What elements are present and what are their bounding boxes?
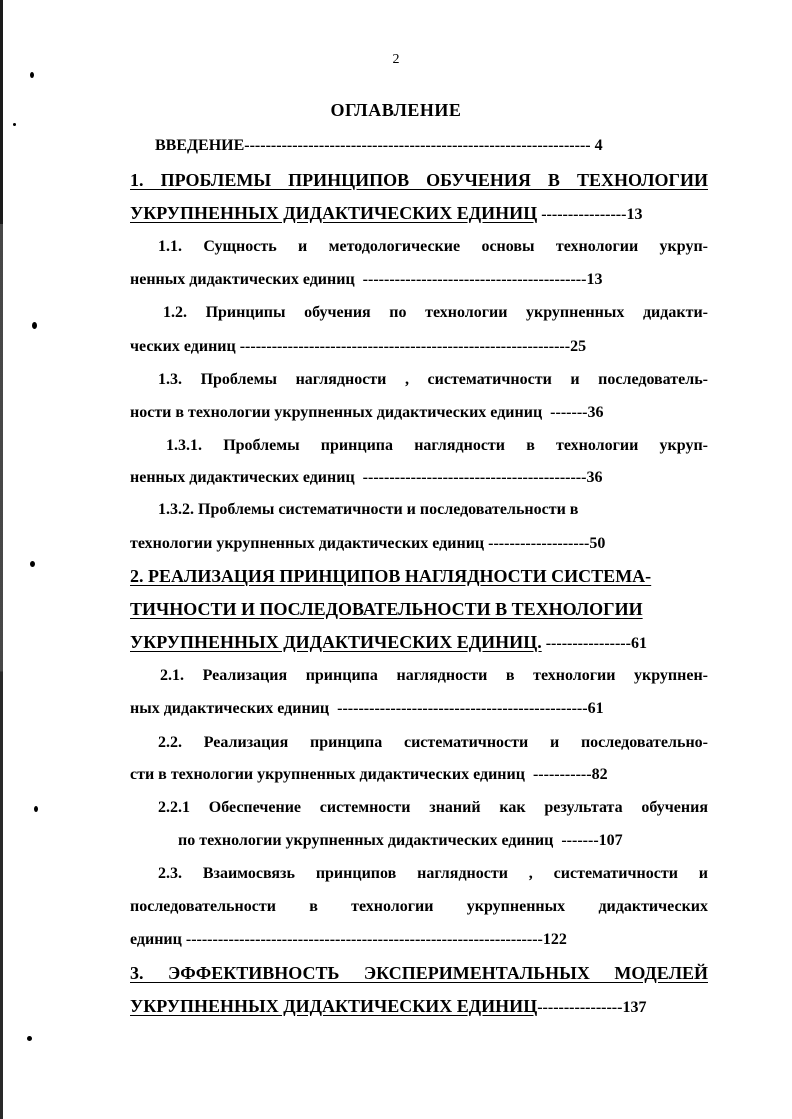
toc-entry-s2-2-line1[interactable]: 2.2. Реализация принципа систематичности и последовательно- [158, 734, 708, 751]
entry-leader: ------- [561, 832, 599, 849]
entry-leader: ---------------- [541, 206, 627, 223]
entry-page: 137 [622, 999, 647, 1016]
toc-entry-s2-2-line2[interactable] [130, 765, 608, 785]
toc-entry-s1-3-2-line2[interactable] [130, 534, 605, 554]
toc-entry-s2-1-line1[interactable]: 2.1. Реализация принципа наглядности в технологии укрупнен- [160, 667, 708, 684]
entry-page: 82 [591, 766, 608, 783]
toc-entry-s1-line1[interactable]: 1. ПРОБЛЕМЫ ПРИНЦИПОВ ОБУЧЕНИЯ В ТЕХНОЛОГИИ [130, 170, 708, 190]
toc-entry-s1-3-line1[interactable]: 1.3. Проблемы наглядности , систематичности и последователь- [158, 371, 708, 388]
entry-page: 36 [587, 404, 604, 421]
entry-leader: -------------------------------------------------------------- [239, 338, 571, 355]
toc-entry-s2-3-line2[interactable]: последовательности в технологии укрупненных дидактических [130, 898, 708, 915]
toc-entry-s2-3-line1[interactable]: 2.3. Взаимосвязь принципов наглядности , систематичности и [158, 865, 708, 882]
toc-entry-s2-2-1-line1[interactable]: 2.2.1 Обеспечение системности знаний как результата обучения [158, 799, 708, 816]
toc-entry-s1-line2[interactable] [130, 203, 642, 225]
toc-entry-s1-2-line1[interactable]: 1.2. Принципы обучения по технологии укрупненных дидакти- [163, 304, 708, 321]
entry-page: 107 [598, 832, 623, 849]
entry-page: 50 [589, 535, 606, 552]
entry-page: 61 [587, 700, 604, 717]
scan-edge [0, 0, 3, 1119]
entry-page: 36 [586, 469, 603, 486]
entry-text: ненных дидактических единиц [130, 469, 355, 486]
toc-entry-s1-1-line1[interactable]: 1.1. Сущность и методологические основы технологии укруп- [158, 238, 708, 255]
entry-leader: ------- [550, 404, 588, 421]
toc-entry-s2-line1[interactable]: 2. РЕАЛИЗАЦИЯ ПРИНЦИПОВ НАГЛЯДНОСТИ СИСТЕМА- [130, 566, 652, 586]
entry-text: УКРУПНЕННЫХ ДИДАКТИЧЕСКИХ ЕДИНИЦ. [130, 632, 542, 652]
toc-entry-s2-3-line3[interactable] [130, 930, 567, 950]
scan-speck [34, 806, 38, 812]
entry-leader: ----------------------------------------------------------------- [244, 137, 591, 154]
toc-entry-s2-2-1-line2[interactable] [178, 831, 623, 851]
scan-speck [32, 322, 37, 329]
toc-entry-s1-3-1-line2[interactable] [130, 468, 602, 488]
entry-text: ности в технологии укрупненных дидактических единиц [130, 404, 543, 421]
entry-leader: ------------------------------------------------------------------- [185, 931, 543, 948]
toc-entry-s1-2-line2[interactable] [130, 337, 586, 357]
toc-entry-s1-3-1-line1[interactable]: 1.3.1. Проблемы принципа наглядности в технологии укруп- [166, 437, 708, 454]
toc-entry-intro[interactable] [155, 136, 677, 156]
entry-text: ненных дидактических единиц [130, 271, 355, 288]
toc-entry-s2-1-line2[interactable] [130, 699, 604, 719]
entry-text: ных дидактических единиц [130, 700, 330, 717]
entry-page: 61 [630, 635, 647, 652]
toc-entry-s3-line1[interactable]: 3. ЭФФЕКТИВНОСТЬ ЭКСПЕРИМЕНТАЛЬНЫХ МОДЕЛЕЙ [130, 963, 708, 983]
entry-text: сти в технологии укрупненных дидактических единиц [130, 766, 525, 783]
entry-page: 25 [570, 338, 587, 355]
entry-leader: ------------------- [488, 535, 590, 552]
toc-entry-s2-line3[interactable] [130, 632, 647, 654]
scan-speck [30, 72, 34, 78]
entry-text: ВВЕДЕНИЕ [155, 137, 245, 154]
page-number: 2 [392, 52, 400, 67]
entry-leader: ------------------------------------------ [362, 271, 587, 288]
entry-text: по технологии укрупненных дидактических единиц [178, 832, 554, 849]
scan-speck [27, 1036, 32, 1041]
entry-leader: ------------------------------------------ [362, 469, 587, 486]
entry-text: УКРУПНЕННЫХ ДИДАКТИЧЕСКИХ ЕДИНИЦ [130, 203, 538, 223]
entry-leader: ---------------- [537, 999, 623, 1016]
entry-page: 13 [586, 271, 603, 288]
entry-leader: ---------------- [545, 635, 631, 652]
toc-entry-s3-line2[interactable] [130, 996, 646, 1018]
toc-entry-s1-3-2-line1[interactable]: 1.3.2. Проблемы систематичности и последовательности в [158, 501, 579, 518]
entry-page: 122 [542, 931, 567, 948]
entry-text: ческих единиц [130, 338, 236, 355]
entry-page: 13 [626, 206, 643, 223]
entry-leader: ----------- [532, 766, 592, 783]
toc-title: ОГЛАВЛЕНИЕ [330, 100, 462, 120]
entry-text: единиц [130, 931, 182, 948]
entry-page: 4 [594, 137, 603, 154]
toc-entry-s1-1-line2[interactable] [130, 270, 602, 290]
toc-entry-s2-line2[interactable]: ТИЧНОСТИ И ПОСЛЕДОВАТЕЛЬНОСТИ В ТЕХНОЛОГИИ [130, 599, 643, 619]
scan-speck [13, 123, 16, 126]
toc-entry-s1-3-line2[interactable] [130, 403, 603, 423]
scan-speck [30, 561, 35, 567]
entry-text: УКРУПНЕННЫХ ДИДАКТИЧЕСКИХ ЕДИНИЦ [130, 996, 538, 1016]
entry-text: технологии укрупненных дидактических единиц [130, 535, 485, 552]
entry-leader: ----------------------------------------------- [337, 700, 588, 717]
